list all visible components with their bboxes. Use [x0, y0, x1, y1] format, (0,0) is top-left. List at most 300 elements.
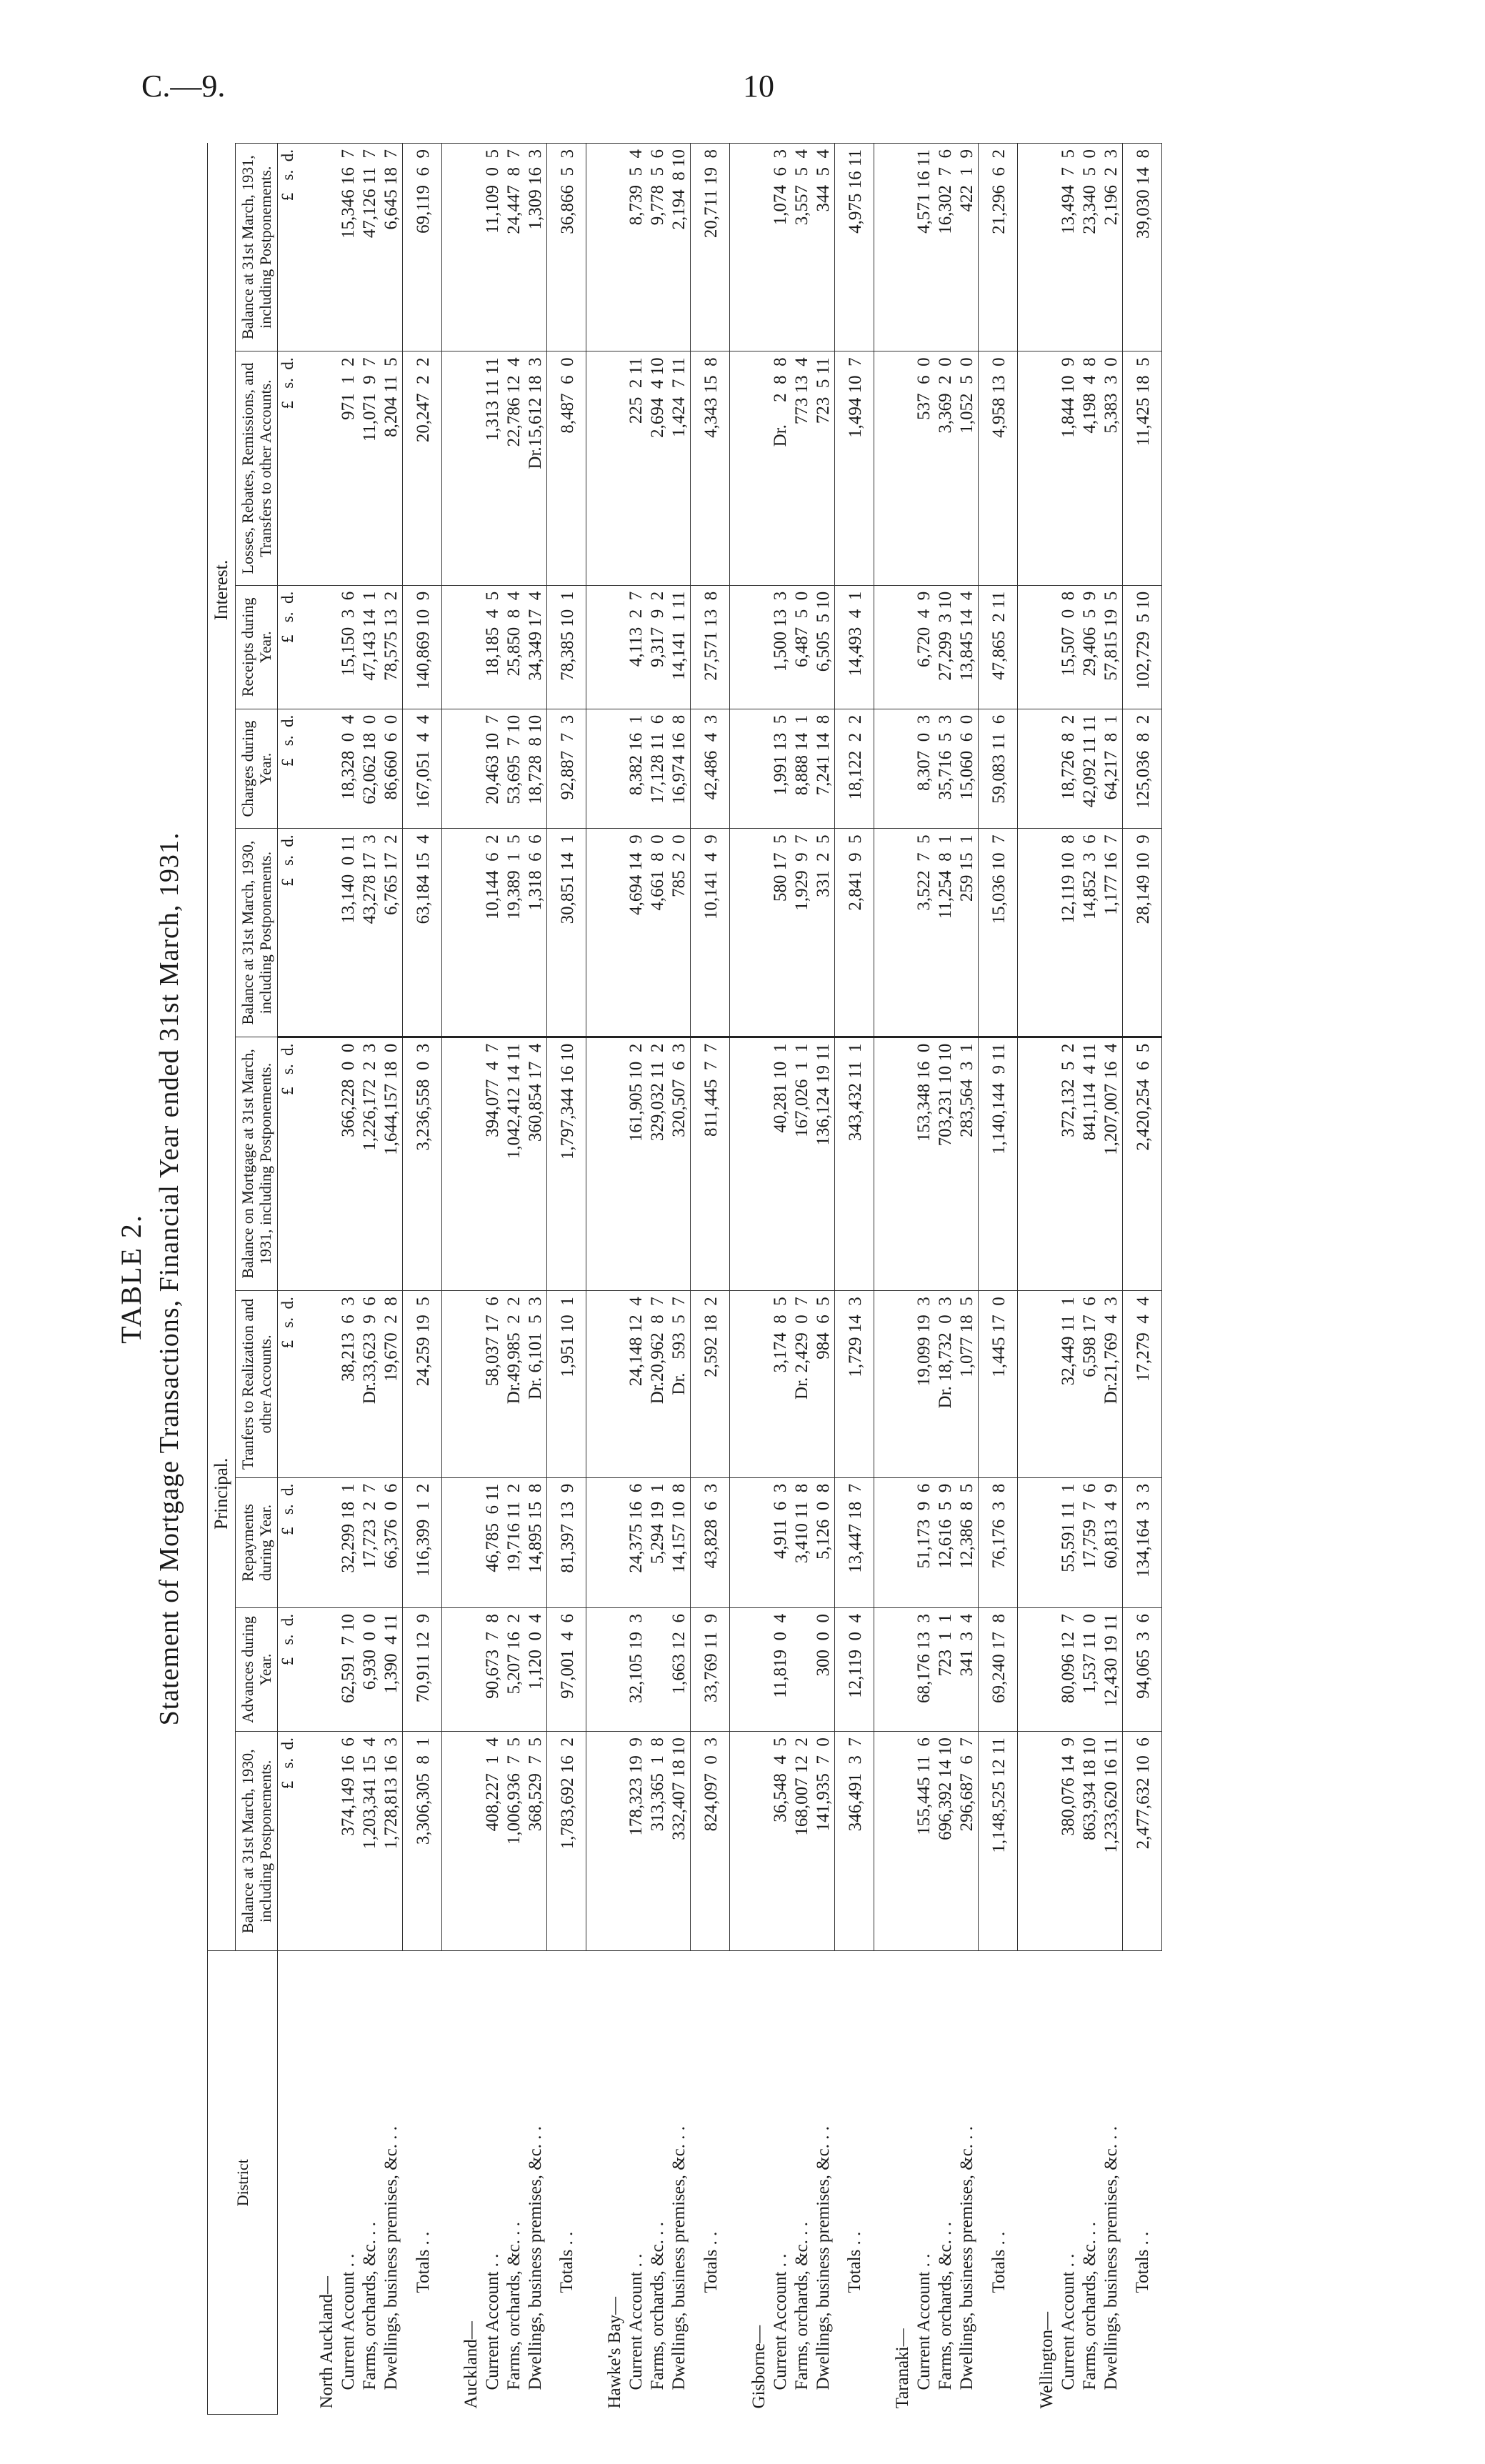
- value-cell: 58,037 17 6: [482, 1291, 504, 1478]
- value-cell: 19,716 11 2: [504, 1477, 525, 1607]
- value-cell: 1,537 11 0: [1079, 1608, 1101, 1732]
- total-cell: 33,769 11 9: [691, 1608, 730, 1732]
- totals-label: Totals . .: [979, 1951, 1018, 2415]
- value-cell: 178,323 19 9: [626, 1732, 647, 1951]
- value-cell: 4,911 6 3: [770, 1477, 791, 1607]
- row-label: Dwellings, business premises, &c. . .: [956, 1951, 979, 2415]
- header-col-3: Repayments during Year.: [235, 1477, 278, 1607]
- table-row: [914, 144, 935, 2415]
- total-cell: 59,083 11 6: [979, 709, 1018, 829]
- unit-label: £ s. d.: [278, 585, 298, 709]
- value-cell: 78,575 13 2: [381, 585, 403, 709]
- row-label: Dwellings, business premises, &c. . .: [1101, 1951, 1123, 2415]
- value-cell: 1,728,813 16 3: [381, 1732, 403, 1951]
- total-cell: 343,432 11 1: [834, 1037, 874, 1291]
- row-label: Current Account . .: [338, 1951, 359, 2415]
- totals-label: Totals . .: [691, 1951, 730, 2415]
- value-cell: 1,390 4 11: [381, 1608, 403, 1732]
- total-cell: 27,571 13 8: [691, 585, 730, 709]
- value-cell: 5,207 16 2: [504, 1608, 525, 1732]
- spacer-cell: [442, 585, 482, 709]
- totals-row: [979, 144, 1018, 2415]
- page-number: 10: [743, 69, 774, 104]
- value-cell: 10,144 6 2: [482, 829, 504, 1037]
- spacer-cell: [442, 1477, 482, 1607]
- table-row: [1058, 144, 1079, 2415]
- value-cell: 90,673 7 8: [482, 1608, 504, 1732]
- value-cell: 1,074 6 3: [770, 144, 791, 351]
- value-cell: 55,591 11 1: [1058, 1477, 1079, 1607]
- spacer-cell: [1018, 1291, 1058, 1478]
- total-cell: 2,592 18 2: [691, 1291, 730, 1478]
- value-cell: 3,174 8 5: [770, 1291, 791, 1478]
- value-cell: 283,564 3 1: [956, 1037, 979, 1291]
- spacer-cell: [730, 1477, 770, 1607]
- value-cell: 11,071 9 7: [359, 351, 381, 585]
- value-cell: 1,177 16 7: [1101, 829, 1123, 1037]
- total-cell: 140,869 10 9: [403, 585, 442, 709]
- value-cell: Dr. 2 8 8: [770, 351, 791, 585]
- value-cell: 1,318 6 6: [525, 829, 547, 1037]
- value-cell: 8,204 11 5: [381, 351, 403, 585]
- value-cell: 46,785 6 11: [482, 1477, 504, 1607]
- total-cell: 10,141 4 9: [691, 829, 730, 1037]
- value-cell: 394,077 4 7: [482, 1037, 504, 1291]
- spacer-cell: [1018, 709, 1058, 829]
- value-cell: 5,294 19 1: [647, 1477, 669, 1607]
- spacer-cell: [874, 829, 914, 1037]
- district-name: Taranaki—: [874, 1951, 914, 2415]
- spacer-cell: [730, 709, 770, 829]
- totals-row: [403, 144, 442, 2415]
- row-label: Current Account . .: [770, 1951, 791, 2415]
- value-cell: 6,720 4 9: [914, 585, 935, 709]
- header-col-8: Receipts during Year.: [235, 585, 278, 709]
- value-cell: 1,233,620 16 11: [1101, 1732, 1123, 1951]
- row-label: Farms, orchards, &c. . .: [791, 1951, 813, 2415]
- value-cell: 984 6 5: [813, 1291, 835, 1478]
- spacer-cell: [1018, 585, 1058, 709]
- value-cell: 408,227 1 4: [482, 1732, 504, 1951]
- value-cell: 12,386 8 5: [956, 1477, 979, 1607]
- value-cell: 3,522 7 5: [914, 829, 935, 1037]
- row-label: Dwellings, business premises, &c. . .: [669, 1951, 691, 2415]
- value-cell: 15,346 16 7: [338, 144, 359, 351]
- spacer-cell: [874, 709, 914, 829]
- value-cell: 66,376 0 6: [381, 1477, 403, 1607]
- table-row: [813, 144, 835, 2415]
- table-row: [647, 144, 669, 2415]
- value-cell: 6,505 5 10: [813, 585, 835, 709]
- row-label: Current Account . .: [914, 1951, 935, 2415]
- value-cell: 7,241 14 8: [813, 709, 835, 829]
- spacer-cell: [442, 709, 482, 829]
- value-cell: 360,854 17 4: [525, 1037, 547, 1291]
- value-cell: 422 1 9: [956, 144, 979, 351]
- value-cell: [791, 1608, 813, 1732]
- value-cell: 2,194 8 10: [669, 144, 691, 351]
- header-group-row: [208, 144, 236, 2415]
- total-cell: 18,122 2 2: [834, 709, 874, 829]
- value-cell: 971 1 2: [338, 351, 359, 585]
- value-cell: [647, 1608, 669, 1732]
- value-cell: 1,042,412 14 11: [504, 1037, 525, 1291]
- value-cell: 331 2 5: [813, 829, 835, 1037]
- value-cell: 4,198 4 8: [1079, 351, 1101, 585]
- header-units-row: [278, 144, 298, 2415]
- spacer-cell: [586, 144, 626, 351]
- value-cell: 1,663 12 6: [669, 1608, 691, 1732]
- value-cell: 300 0 0: [813, 1608, 835, 1732]
- unit-label: £ s. d.: [278, 1477, 298, 1607]
- value-cell: 703,231 10 10: [935, 1037, 956, 1291]
- value-cell: 153,348 16 0: [914, 1037, 935, 1291]
- value-cell: 29,406 5 9: [1079, 585, 1101, 709]
- value-cell: 6,765 17 2: [381, 829, 403, 1037]
- unit-label: £ s. d.: [278, 829, 298, 1037]
- row-label: Farms, orchards, &c. . .: [935, 1951, 956, 2415]
- header-col-2: Advances during Year.: [235, 1608, 278, 1732]
- spacer-cell: [730, 1608, 770, 1732]
- table-row: [770, 144, 791, 2415]
- spacer-cell: [442, 829, 482, 1037]
- header-district: District: [208, 1951, 278, 2415]
- value-cell: 38,213 6 3: [338, 1291, 359, 1478]
- spacer-cell: [442, 1291, 482, 1478]
- spacer-cell: [298, 1477, 338, 1607]
- value-cell: 86,660 6 0: [381, 709, 403, 829]
- spacer-cell: [298, 1037, 338, 1291]
- value-cell: 47,126 11 7: [359, 144, 381, 351]
- total-cell: 2,841 9 5: [834, 829, 874, 1037]
- value-cell: 329,032 11 2: [647, 1037, 669, 1291]
- district-name: Hawke's Bay—: [586, 1951, 626, 2415]
- value-cell: 141,935 7 0: [813, 1732, 835, 1951]
- unit-label: £ s. d.: [278, 1291, 298, 1478]
- district-header-row: [298, 144, 338, 2415]
- value-cell: Dr.21,769 4 3: [1101, 1291, 1123, 1478]
- row-label: Current Account . .: [482, 1951, 504, 2415]
- total-cell: 3,306,305 8 1: [403, 1732, 442, 1951]
- unit-label: £ s. d.: [278, 1608, 298, 1732]
- spacer-cell: [1018, 829, 1058, 1037]
- total-cell: 2,420,254 6 5: [1122, 1037, 1161, 1291]
- value-cell: 24,375 16 6: [626, 1477, 647, 1607]
- table-row: [791, 144, 813, 2415]
- header-col-6: Balance at 31st March, 1930, including Postponements.: [235, 829, 278, 1037]
- value-cell: 36,548 4 5: [770, 1732, 791, 1951]
- spacer-cell: [874, 1608, 914, 1732]
- total-cell: 94,065 3 6: [1122, 1608, 1161, 1732]
- value-cell: 723 5 11: [813, 351, 835, 585]
- total-cell: 1,797,344 16 10: [546, 1037, 586, 1291]
- total-cell: 102,729 5 10: [1122, 585, 1161, 709]
- value-cell: 785 2 0: [669, 829, 691, 1037]
- value-cell: 1,844 10 9: [1058, 351, 1079, 585]
- total-cell: 43,828 6 3: [691, 1477, 730, 1607]
- value-cell: 14,895 15 8: [525, 1477, 547, 1607]
- value-cell: 17,723 2 7: [359, 1477, 381, 1607]
- total-cell: 63,184 15 4: [403, 829, 442, 1037]
- total-cell: 30,851 14 1: [546, 829, 586, 1037]
- value-cell: Dr.15,612 18 3: [525, 351, 547, 585]
- header-col-7: Charges during Year.: [235, 709, 278, 829]
- value-cell: 1,203,341 15 4: [359, 1732, 381, 1951]
- total-cell: 1,783,692 16 2: [546, 1732, 586, 1951]
- value-cell: 4,661 8 0: [647, 829, 669, 1037]
- value-cell: 42,092 11 11: [1079, 709, 1101, 829]
- spacer-cell: [730, 1291, 770, 1478]
- spacer-cell: [874, 1037, 914, 1291]
- totals-label: Totals . .: [1122, 1951, 1161, 2415]
- value-cell: 51,173 9 6: [914, 1477, 935, 1607]
- district-header-row: [730, 144, 770, 2415]
- value-cell: 1,207,007 16 4: [1101, 1037, 1123, 1291]
- total-cell: 4,975 16 11: [834, 144, 874, 351]
- spacer-cell: [874, 1291, 914, 1478]
- spacer-cell: [730, 144, 770, 351]
- table-row: [669, 144, 691, 2415]
- header-col-10: Balance at 31st March, 1931, including Postponements.: [235, 144, 278, 351]
- value-cell: 155,445 11 6: [914, 1732, 935, 1951]
- value-cell: 32,105 19 3: [626, 1608, 647, 1732]
- total-cell: 134,164 3 3: [1122, 1477, 1161, 1607]
- table-row: [626, 144, 647, 2415]
- total-cell: 81,397 13 9: [546, 1477, 586, 1607]
- table-row: [1079, 144, 1101, 2415]
- row-label: Dwellings, business premises, &c. . .: [525, 1951, 547, 2415]
- total-cell: 2,477,632 10 6: [1122, 1732, 1161, 1951]
- table-row: [338, 144, 359, 2415]
- value-cell: 368,529 7 5: [525, 1732, 547, 1951]
- total-cell: 69,119 6 9: [403, 144, 442, 351]
- value-cell: 136,124 19 11: [813, 1037, 835, 1291]
- district-name: Auckland—: [442, 1951, 482, 2415]
- value-cell: 332,407 18 10: [669, 1732, 691, 1951]
- value-cell: 9,778 5 6: [647, 144, 669, 351]
- value-cell: 17,759 7 6: [1079, 1477, 1101, 1607]
- district-header-row: [874, 144, 914, 2415]
- spacer-cell: [874, 585, 914, 709]
- total-cell: 70,911 12 9: [403, 1608, 442, 1732]
- value-cell: 1,120 0 4: [525, 1608, 547, 1732]
- value-cell: 167,026 1 1: [791, 1037, 813, 1291]
- value-cell: 15,150 3 6: [338, 585, 359, 709]
- district-name: North Auckland—: [298, 1951, 338, 2415]
- spacer-cell: [730, 1732, 770, 1951]
- spacer-cell: [1018, 1037, 1058, 1291]
- totals-label: Totals . .: [834, 1951, 874, 2415]
- value-cell: 6,598 17 6: [1079, 1291, 1101, 1478]
- value-cell: 16,974 16 8: [669, 709, 691, 829]
- value-cell: 23,340 5 0: [1079, 144, 1101, 351]
- total-cell: 36,866 5 3: [546, 144, 586, 351]
- row-label: Dwellings, business premises, &c. . .: [381, 1951, 403, 2415]
- value-cell: Dr.20,962 8 7: [647, 1291, 669, 1478]
- value-cell: Dr. 18,732 0 3: [935, 1291, 956, 1478]
- total-cell: 11,425 18 5: [1122, 351, 1161, 585]
- spacer-cell: [298, 585, 338, 709]
- unit-label: £ s. d.: [278, 1037, 298, 1291]
- value-cell: 18,328 0 4: [338, 709, 359, 829]
- header-col-4: Tranfers to Realization and other Accounts.: [235, 1291, 278, 1478]
- value-cell: 15,060 6 0: [956, 709, 979, 829]
- value-cell: 18,726 8 2: [1058, 709, 1079, 829]
- table-row: [935, 144, 956, 2415]
- value-cell: 1,313 11 11: [482, 351, 504, 585]
- value-cell: 11,819 0 4: [770, 1608, 791, 1732]
- value-cell: 5,383 3 0: [1101, 351, 1123, 585]
- value-cell: 19,389 1 5: [504, 829, 525, 1037]
- rotated-table-block: [114, 143, 1400, 2415]
- total-cell: 116,399 1 2: [403, 1477, 442, 1607]
- value-cell: 1,052 5 0: [956, 351, 979, 585]
- spacer-cell: [586, 829, 626, 1037]
- value-cell: 537 6 0: [914, 351, 935, 585]
- total-cell: 78,385 10 1: [546, 585, 586, 709]
- spacer-cell: [1018, 1732, 1058, 1951]
- value-cell: 15,507 0 8: [1058, 585, 1079, 709]
- value-cell: 4,113 2 7: [626, 585, 647, 709]
- spacer-cell: [298, 351, 338, 585]
- page-reference: C.—9.: [141, 69, 226, 104]
- spacer-cell: [298, 1732, 338, 1951]
- value-cell: 863,934 18 10: [1079, 1732, 1101, 1951]
- value-cell: 17,128 11 6: [647, 709, 669, 829]
- spacer-cell: [298, 1291, 338, 1478]
- totals-row: [546, 144, 586, 2415]
- total-cell: 39,030 14 8: [1122, 144, 1161, 351]
- unit-label: £ s. d.: [278, 1732, 298, 1951]
- total-cell: 13,447 18 7: [834, 1477, 874, 1607]
- value-cell: Dr. 6,101 5 3: [525, 1291, 547, 1478]
- value-cell: 259 15 1: [956, 829, 979, 1037]
- total-cell: 47,865 2 11: [979, 585, 1018, 709]
- total-cell: 15,036 10 7: [979, 829, 1018, 1037]
- district-name: Wellington—: [1018, 1951, 1058, 2415]
- value-cell: 80,096 12 7: [1058, 1608, 1079, 1732]
- unit-row-blank: [278, 1951, 298, 2415]
- row-label: Current Account . .: [626, 1951, 647, 2415]
- value-cell: 24,148 12 4: [626, 1291, 647, 1478]
- value-cell: 6,645 18 7: [381, 144, 403, 351]
- value-cell: 1,644,157 18 0: [381, 1037, 403, 1291]
- total-cell: 1,445 17 0: [979, 1291, 1018, 1478]
- totals-row: [1122, 144, 1161, 2415]
- unit-label: £ s. d.: [278, 144, 298, 351]
- spacer-cell: [586, 1291, 626, 1478]
- table-body: [298, 144, 1161, 2415]
- value-cell: 8,382 16 1: [626, 709, 647, 829]
- value-cell: 296,687 6 7: [956, 1732, 979, 1951]
- spacer-cell: [1018, 1477, 1058, 1607]
- spacer-cell: [730, 351, 770, 585]
- row-label: Current Account . .: [1058, 1951, 1079, 2415]
- spacer-cell: [1018, 351, 1058, 585]
- total-cell: 24,259 19 5: [403, 1291, 442, 1478]
- value-cell: 12,119 10 8: [1058, 829, 1079, 1037]
- total-cell: 69,240 17 8: [979, 1608, 1018, 1732]
- value-cell: 580 17 5: [770, 829, 791, 1037]
- total-cell: 824,097 0 3: [691, 1732, 730, 1951]
- value-cell: 11,109 0 5: [482, 144, 504, 351]
- value-cell: 320,507 6 3: [669, 1037, 691, 1291]
- value-cell: 62,591 7 10: [338, 1608, 359, 1732]
- totals-label: Totals . .: [403, 1951, 442, 2415]
- row-label: Farms, orchards, &c. . .: [647, 1951, 669, 2415]
- value-cell: 6,930 0 0: [359, 1608, 381, 1732]
- total-cell: 1,148,525 12 11: [979, 1732, 1018, 1951]
- total-cell: 1,494 10 7: [834, 351, 874, 585]
- totals-row: [834, 144, 874, 2415]
- unit-label: £ s. d.: [278, 709, 298, 829]
- value-cell: 12,430 19 11: [1101, 1608, 1123, 1732]
- total-cell: 4,958 13 0: [979, 351, 1018, 585]
- totals-row: [691, 144, 730, 2415]
- value-cell: 57,815 19 5: [1101, 585, 1123, 709]
- district-header-row: [586, 144, 626, 2415]
- total-cell: 1,729 14 3: [834, 1291, 874, 1478]
- mortgage-transactions-table: [207, 143, 1162, 2415]
- spacer-cell: [298, 1608, 338, 1732]
- value-cell: 47,143 14 1: [359, 585, 381, 709]
- spacer-cell: [874, 1732, 914, 1951]
- spacer-cell: [298, 144, 338, 351]
- value-cell: 60,813 4 9: [1101, 1477, 1123, 1607]
- value-cell: 841,114 4 11: [1079, 1037, 1101, 1291]
- value-cell: 372,132 5 2: [1058, 1037, 1079, 1291]
- total-cell: 346,491 3 7: [834, 1732, 874, 1951]
- header-principal: Principal.: [208, 1037, 236, 1951]
- value-cell: 40,281 10 1: [770, 1037, 791, 1291]
- total-cell: 28,149 10 9: [1122, 829, 1161, 1037]
- spacer-cell: [442, 144, 482, 351]
- value-cell: 19,670 2 8: [381, 1291, 403, 1478]
- table-row: [956, 144, 979, 2415]
- spacer-cell: [586, 1037, 626, 1291]
- spacer-cell: [298, 829, 338, 1037]
- header-col-1: Balance at 31st March, 1930, including Postponements.: [235, 1732, 278, 1951]
- value-cell: 35,716 5 3: [935, 709, 956, 829]
- spacer-cell: [442, 1608, 482, 1732]
- header-interest: Interest.: [208, 144, 236, 1037]
- value-cell: 1,500 13 3: [770, 585, 791, 709]
- value-cell: 8,888 14 1: [791, 709, 813, 829]
- district-header-row: [1018, 144, 1058, 2415]
- value-cell: 3,369 2 0: [935, 351, 956, 585]
- value-cell: 1,226,172 2 3: [359, 1037, 381, 1291]
- spacer-cell: [874, 144, 914, 351]
- value-cell: 225 2 11: [626, 351, 647, 585]
- value-cell: 13,140 0 11: [338, 829, 359, 1037]
- spacer-cell: [1018, 144, 1058, 351]
- unit-label: £ s. d.: [278, 351, 298, 585]
- total-cell: 21,296 6 2: [979, 144, 1018, 351]
- value-cell: 11,254 8 1: [935, 829, 956, 1037]
- value-cell: 773 13 4: [791, 351, 813, 585]
- value-cell: 25,850 8 4: [504, 585, 525, 709]
- value-cell: 374,149 16 6: [338, 1732, 359, 1951]
- value-cell: 9,317 9 2: [647, 585, 669, 709]
- value-cell: 2,694 4 10: [647, 351, 669, 585]
- value-cell: 3,557 5 4: [791, 144, 813, 351]
- total-cell: 12,119 0 4: [834, 1608, 874, 1732]
- total-cell: 42,486 4 3: [691, 709, 730, 829]
- spacer-cell: [874, 351, 914, 585]
- total-cell: 1,140,144 9 11: [979, 1037, 1018, 1291]
- value-cell: 5,126 0 8: [813, 1477, 835, 1607]
- value-cell: 4,571 16 11: [914, 144, 935, 351]
